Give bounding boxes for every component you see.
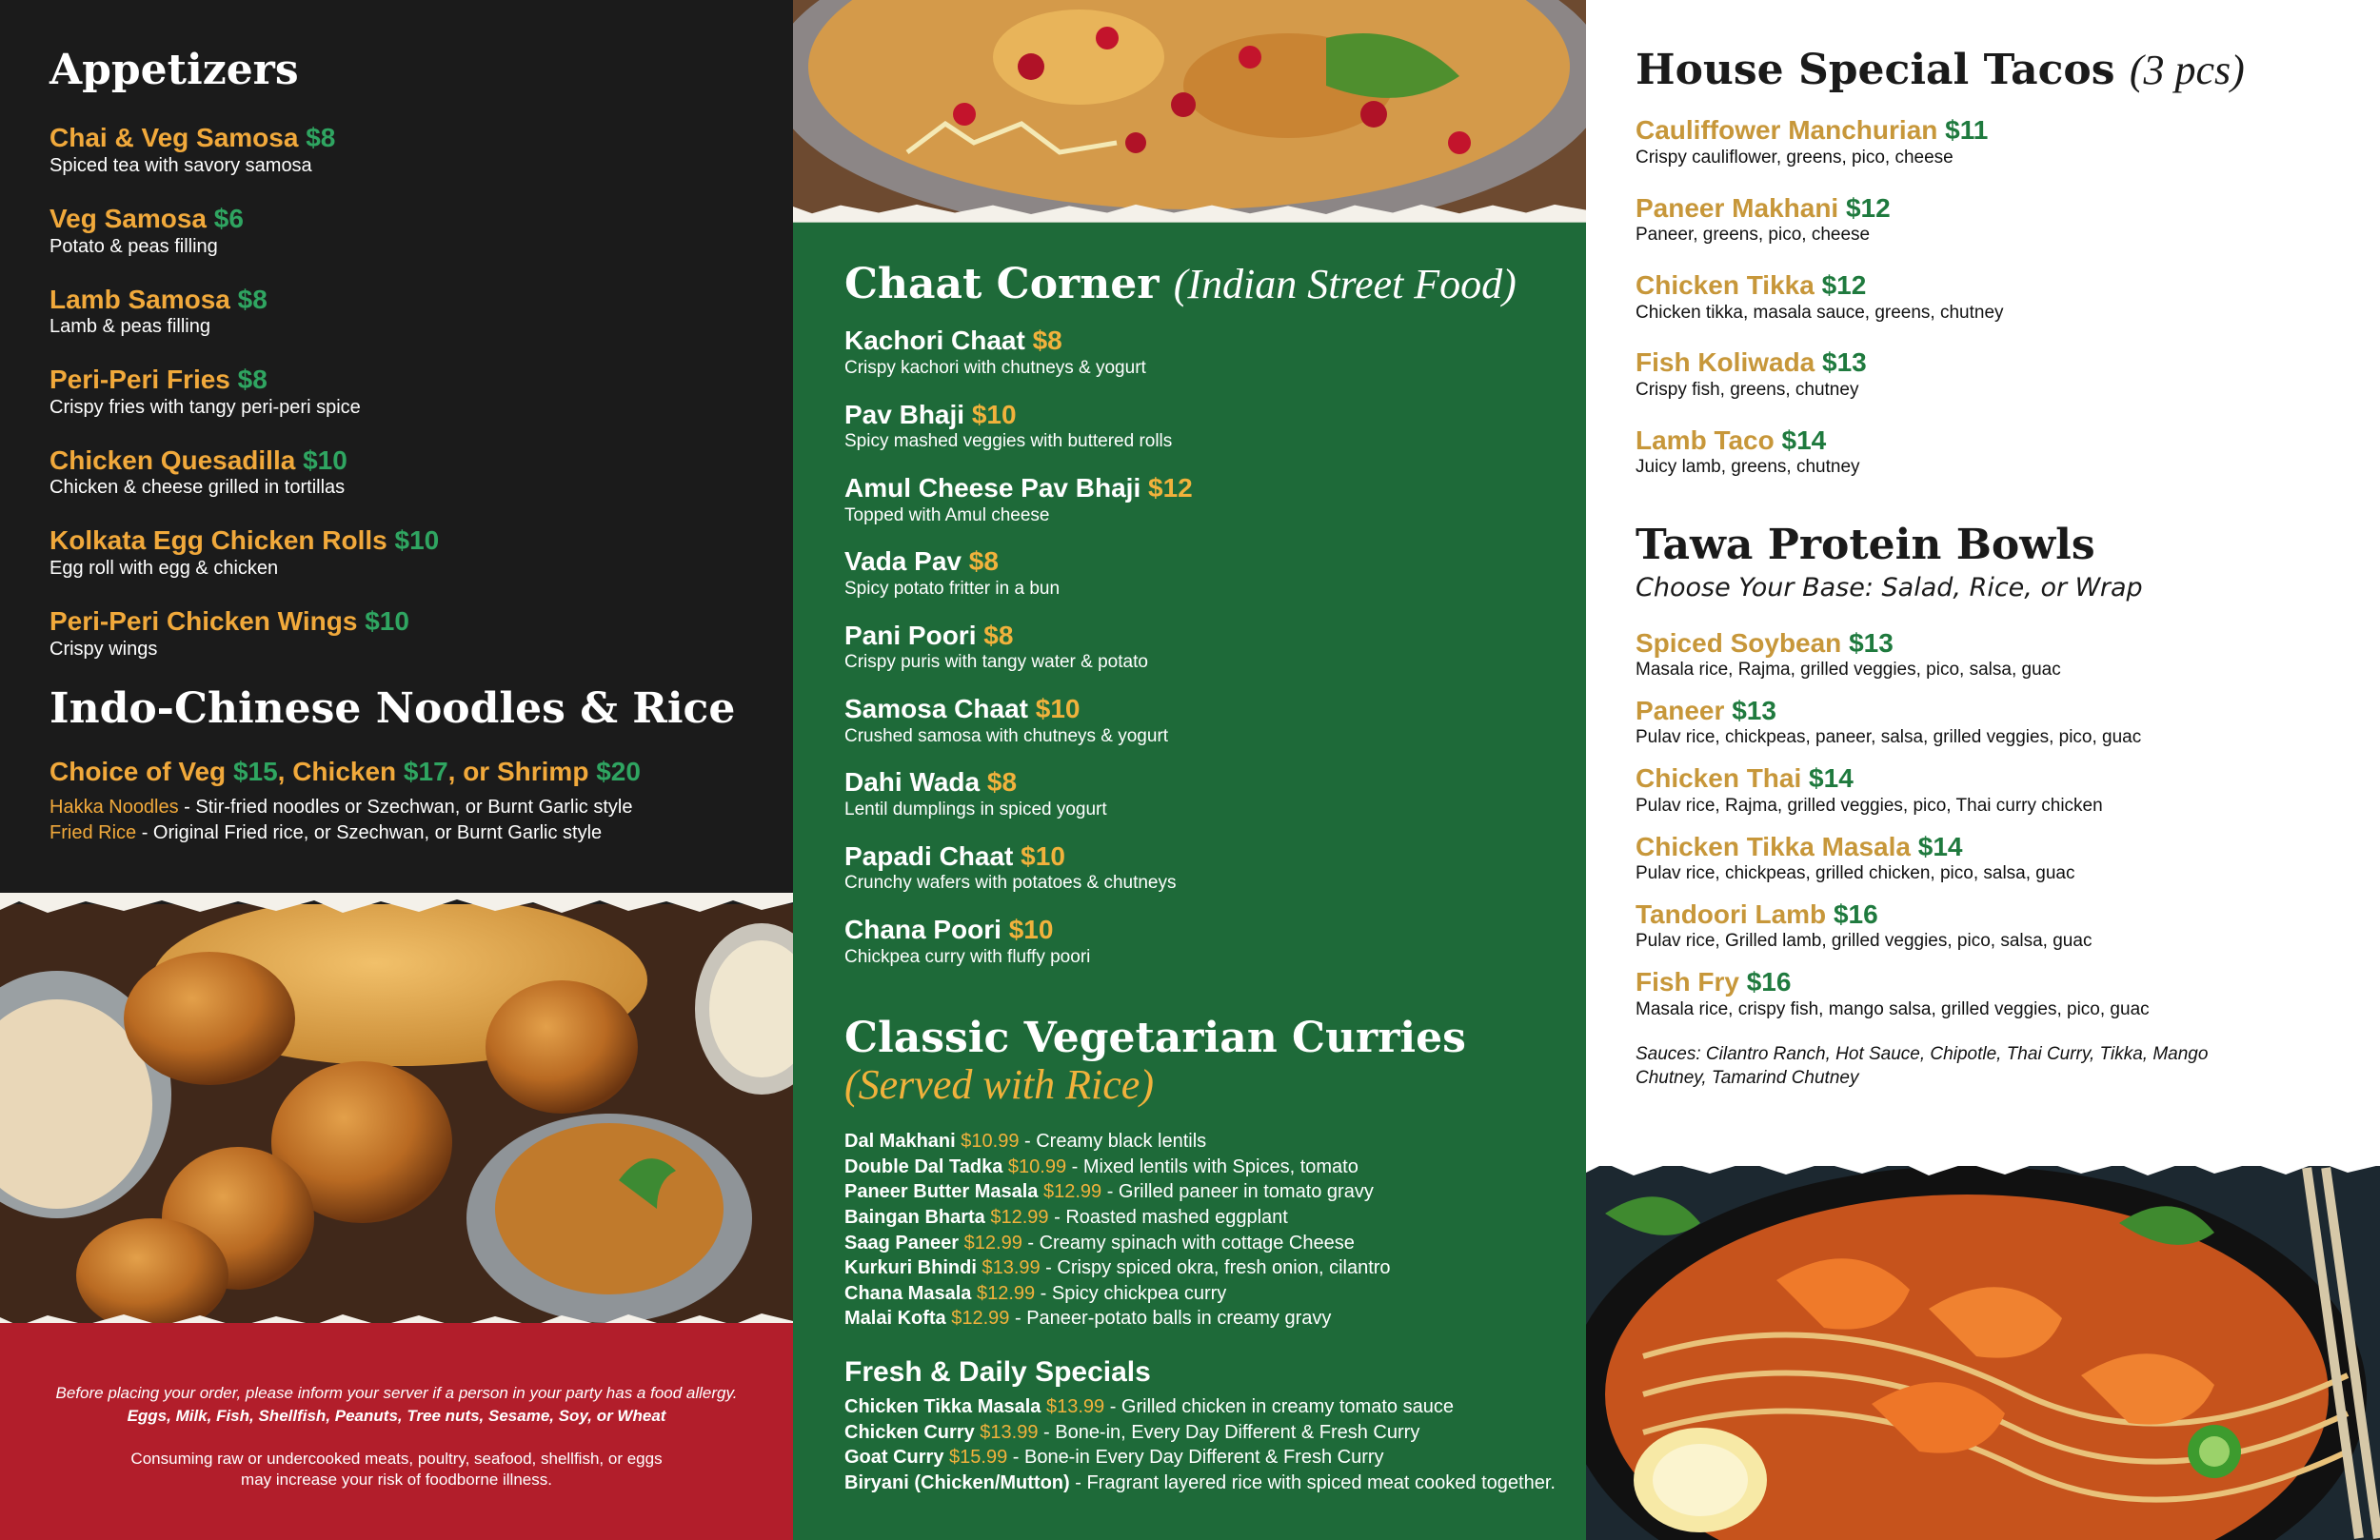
item-desc: Lamb & peas filling [50,316,210,338]
chicken-price: $17 [403,756,448,786]
item-desc: - Mixed lentils with Spices, tomato [1066,1155,1359,1177]
menu-item [844,472,1568,526]
item-price: $8 [968,546,999,577]
item-name: Double Dal Tadka [844,1155,1003,1177]
hakka-label: Hakka Noodles [50,796,179,818]
item-price: $12.99 [1042,1181,1102,1203]
item-name: Dahi Wada [844,767,981,798]
chaat-list [844,325,1568,968]
item-desc: Egg roll with egg & chicken [50,557,279,579]
menu-item [50,444,773,501]
item-price: $13.99 [1045,1396,1105,1418]
chaat-illustration [793,0,1586,219]
menu-item [1636,269,2359,324]
item-desc: Spicy mashed veggies with buttered rolls [844,431,1173,452]
item-desc: Paneer, greens, pico, cheese [1636,225,1871,246]
menu-item [844,840,1568,895]
item-price: $10.99 [1007,1155,1067,1177]
item-desc: Lentil dumplings in spiced yogurt [844,800,1107,820]
item-price: $10 [394,525,440,556]
item-desc: Crunchy wafers with potatoes & chutneys [844,873,1177,894]
item-name: Dal Makhani [844,1131,956,1153]
warning-line: may increase your risk of foodborne illness. [241,1471,552,1490]
menu-item [50,284,773,340]
item-price: $15.99 [949,1447,1008,1469]
shrimp-noodles-illustration [1586,1166,2380,1540]
item-price: $13.99 [980,1421,1039,1443]
item-name: Goat Curry [844,1447,944,1469]
shrimp-noodles-photo [1586,1166,2380,1540]
item-name: Paneer Makhani [1636,192,1839,223]
menu-item [1636,627,2359,681]
item-name: Vada Pav [844,546,962,577]
item-price: $12 [1845,192,1891,223]
chaat-curries-panel [793,0,1586,1540]
item-desc: - Bone-in, Every Day Different & Fresh Curry [1038,1421,1420,1443]
tacos-title [1636,48,2359,93]
menu-item [1636,762,2359,817]
menu-item [844,693,1568,747]
shrimp-price: $20 [596,756,641,786]
item-name: Amul Cheese Pav Bhaji [844,473,1141,503]
item-desc: Crushed samosa with chutneys & yogurt [844,725,1169,746]
item-desc: Pulav rice, chickpeas, grilled chicken, pico, salsa, guac [1636,863,2075,884]
specials-title: Fresh & Daily Specials [844,1356,1151,1389]
torn-edge [793,202,1586,227]
special-line [844,1420,1568,1446]
bowls-title: Tawa Protein Bowls [1636,521,2095,570]
item-price: $16 [1833,898,1878,929]
menu-item [844,620,1568,674]
item-name: Biryani (Chicken/Mutton) [844,1471,1070,1493]
item-name: Chana Poori [844,915,1002,945]
rice-label: Fried Rice [50,821,137,843]
curry-line [844,1231,1568,1256]
item-price: $13 [1849,627,1894,658]
menu-item [1636,966,2359,1020]
item-desc: Chickpea curry with fluffy poori [844,946,1091,967]
item-desc: Masala rice, crispy fish, mango salsa, grilled veggies, pico, guac [1636,998,2150,1019]
menu-item [1636,424,2359,479]
menu-item [50,203,773,259]
tacos-title-text: House Special Tacos [1636,46,2115,94]
raw-food-warning [0,1449,793,1491]
bowls-list [1636,627,2359,1021]
item-name: Saag Paneer [844,1232,960,1254]
item-name: Malai Kofta [844,1308,946,1330]
item-name: Lamb Samosa [50,284,230,314]
item-name: Chicken Quesadilla [50,444,296,475]
item-name: Paneer [1636,695,1725,725]
item-name: Kurkuri Bhindi [844,1257,977,1279]
curries-subtitle: (Served with Rice) [844,1060,1154,1108]
menu-item [844,766,1568,820]
item-price: $12 [1148,473,1193,503]
item-desc: Crispy puris with tangy water & potato [844,652,1148,673]
item-desc: Juicy lamb, greens, chutney [1636,457,1860,478]
item-name: Lamb Taco [1636,424,1775,455]
item-desc: - Spicy chickpea curry [1035,1282,1227,1304]
item-price: $8 [1032,326,1062,356]
item-price: $8 [306,123,336,153]
specials-list [844,1394,1568,1495]
menu-item [1636,831,2359,885]
shrimp-label: , or Shrimp [447,756,589,786]
item-price: $11 [1945,115,1989,146]
item-price: $14 [1917,831,1963,861]
curry-line [844,1281,1568,1307]
item-price: $10.99 [961,1131,1020,1153]
item-name: Kachori Chaat [844,326,1025,356]
item-price: $12.99 [976,1282,1036,1304]
menu-item [1636,192,2359,247]
hakka-desc: - Stir-fried noodles or Szechwan, or Burnt Garlic style [178,796,633,818]
special-line [844,1394,1568,1420]
item-price: $13 [1732,695,1776,725]
item-name: Samosa Chaat [844,694,1028,724]
item-name: Kolkata Egg Chicken Rolls [50,525,387,556]
menu-item [844,545,1568,600]
appetizers-list [50,122,773,661]
curry-line [844,1255,1568,1281]
special-line [844,1445,1568,1471]
item-price: $10 [303,444,347,475]
item-desc: Chicken & cheese grilled in tortillas [50,477,346,499]
fried-rice-line [50,820,773,846]
item-name: Veg Samosa [50,203,207,233]
item-desc: Crispy kachori with chutneys & yogurt [844,357,1146,378]
tacos-list [1636,114,2359,479]
menu-item [50,364,773,420]
item-name: Chicken Tikka Masala [1636,831,1911,861]
menu-item [844,399,1568,453]
tacos-subtitle: (3 pcs) [2129,47,2245,93]
item-name: Paneer Butter Masala [844,1181,1039,1203]
item-price: $13.99 [982,1257,1041,1279]
item-name: Papadi Chaat [844,840,1014,871]
allergy-line: Before placing your order, please inform your server if a person in your party has a food allergy. [55,1384,738,1402]
fried-snacks-photo [0,904,793,1323]
chicken-label: , Chicken [277,756,397,786]
allergen-list: Eggs, Milk, Fish, Shellfish, Peanuts, Tree nuts, Sesame, Soy, or Wheat [127,1407,666,1425]
item-name: Chai & Veg Samosa [50,123,299,153]
allergy-notice [0,1323,793,1540]
item-name: Fish Koliwada [1636,347,1815,378]
item-name: Chicken Tikka [1636,270,1815,301]
tacos-bowls-panel [1586,0,2380,1540]
item-name: Chicken Curry [844,1421,975,1443]
choice-prefix: Choice of Veg [50,756,227,786]
item-price: $8 [986,767,1018,798]
item-desc: Potato & peas filling [50,235,218,257]
warning-line: Consuming raw or undercooked meats, poultry, seafood, shellfish, or eggs [130,1450,663,1468]
item-price: $12.99 [990,1207,1049,1229]
curry-line [844,1306,1568,1332]
item-name: Peri-Peri Chicken Wings [50,605,358,636]
chaat-subtitle: (Indian Street Food) [1173,261,1517,307]
item-price: $14 [1781,424,1827,455]
item-name: Cauliffower Manchurian [1636,115,1938,146]
item-price: $12 [1821,270,1867,301]
item-desc: - Paneer-potato balls in creamy gravy [1009,1308,1332,1330]
curry-line [844,1179,1568,1205]
menu-item [50,122,773,178]
fried-snacks-illustration [0,904,793,1323]
menu-item [1636,346,2359,401]
item-price: $10 [1008,915,1054,945]
item-price: $14 [1809,763,1854,794]
item-price: $13 [1822,347,1867,378]
item-desc: Crispy fish, greens, chutney [1636,380,1859,401]
menu-item [844,325,1568,379]
noodles-title: Indo-Chinese Noodles & Rice [50,683,736,733]
hakka-noodles-line [50,795,773,820]
item-name: Chicken Thai [1636,763,1802,794]
noodles-choice-line [50,757,773,787]
torn-edge [0,893,793,918]
veg-price: $15 [232,756,278,786]
menu-item [844,914,1568,968]
item-name: Chicken Tikka Masala [844,1396,1041,1418]
bowls-base-choice: Choose Your Base: Salad, Rice, or Wrap [1636,572,2143,602]
item-price: $12.99 [963,1232,1022,1254]
item-desc: Pulav rice, Grilled lamb, grilled veggies, pico, salsa, guac [1636,931,2092,952]
item-name: Fish Fry [1636,967,1739,997]
chaat-photo [793,0,1586,219]
curries-title: Classic Vegetarian Curries [844,1014,1466,1063]
item-name: Tandoori Lamb [1636,898,1827,929]
item-name: Chana Masala [844,1282,972,1304]
item-desc: Crispy fries with tangy peri-peri spice [50,396,361,418]
item-desc: - Bone-in Every Day Different & Fresh Curry [1007,1447,1384,1469]
item-price: $6 [213,203,244,233]
item-desc: - Grilled chicken in creamy tomato sauce [1104,1396,1454,1418]
item-desc: Crispy cauliflower, greens, pico, cheese [1636,147,1954,168]
item-desc: - Fragrant layered rice with spiced meat cooked together. [1069,1471,1556,1493]
torn-edge [1586,1154,2380,1182]
item-name: Pani Poori [844,620,977,650]
item-price: $10 [1035,694,1081,724]
item-desc: Spicy potato fritter in a bun [844,579,1061,600]
item-price: $12.99 [951,1308,1010,1330]
item-price: $10 [1021,840,1065,871]
curry-line [844,1205,1568,1231]
item-price: $8 [983,620,1014,650]
sauces-note: Sauces: Cilantro Ranch, Hot Sauce, Chipotle, Thai Curry, Tikka, Mango Chutney, Tamarind Chutney [1636,1043,2209,1089]
rice-desc: - Original Fried rice, or Szechwan, or Burnt Garlic style [136,821,603,843]
item-price: $8 [237,365,268,395]
menu-item [1636,114,2359,168]
chaat-title [844,262,1568,307]
item-desc: - Creamy spinach with cottage Cheese [1021,1232,1355,1254]
appetizers-panel [0,0,793,1540]
menu-item [50,524,773,581]
item-desc: Topped with Amul cheese [844,504,1050,525]
curry-line [844,1129,1568,1155]
menu-item [50,605,773,661]
item-desc: - Crispy spiced okra, fresh onion, cilantro [1040,1257,1391,1279]
item-desc: Crispy wings [50,638,158,660]
item-desc: Chicken tikka, masala sauce, greens, chutney [1636,302,2004,323]
appetizers-title: Appetizers [50,46,299,94]
item-desc: Spiced tea with savory samosa [50,154,312,176]
item-name: Pav Bhaji [844,399,965,429]
menu-item [1636,695,2359,749]
item-price: $16 [1746,967,1792,997]
special-line [844,1471,1568,1496]
menu-item [1636,898,2359,953]
item-desc: - Grilled paneer in tomato gravy [1101,1181,1374,1203]
item-desc: Pulav rice, chickpeas, paneer, salsa, grilled veggies, pico, guac [1636,727,2142,748]
item-price: $8 [237,284,268,314]
item-price: $10 [971,399,1017,429]
item-desc: - Creamy black lentils [1019,1131,1207,1153]
item-price: $10 [365,605,409,636]
item-name: Baingan Bharta [844,1207,985,1229]
item-desc: Masala rice, Rajma, grilled veggies, pico, salsa, guac [1636,660,2061,681]
item-name: Spiced Soybean [1636,627,1842,658]
item-name: Peri-Peri Fries [50,365,230,395]
item-desc: Pulav rice, Rajma, grilled veggies, pico, Thai curry chicken [1636,795,2103,816]
item-desc: - Roasted mashed eggplant [1048,1207,1288,1229]
curry-line [844,1155,1568,1180]
chaat-title-text: Chaat Corner [844,260,1160,308]
curries-list [844,1129,1568,1332]
